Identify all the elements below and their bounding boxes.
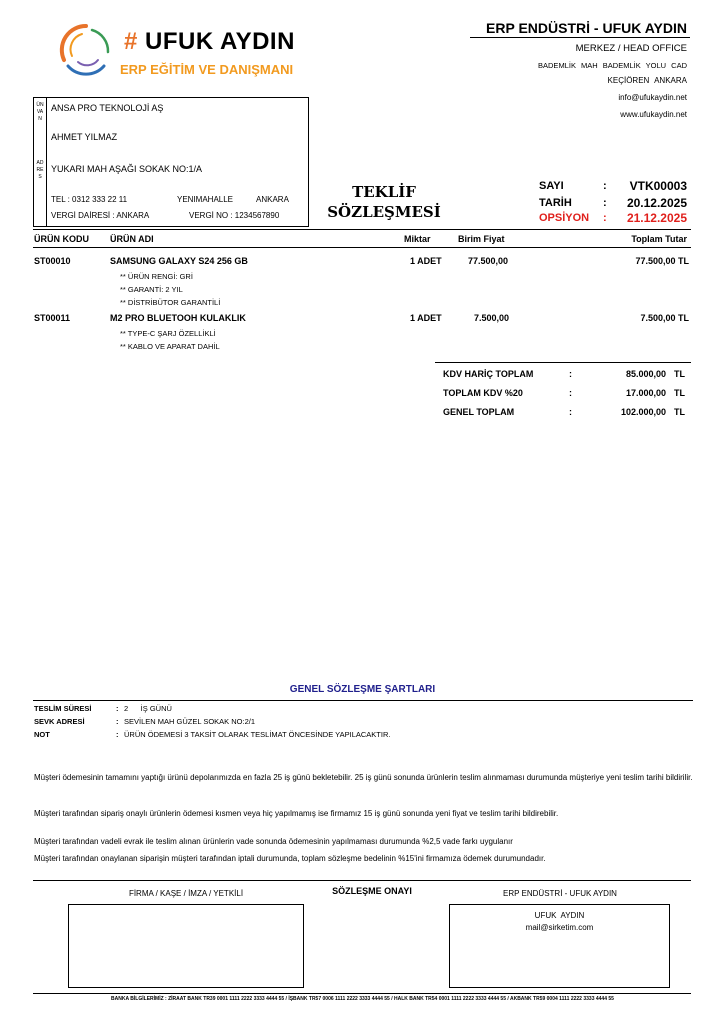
row1-name: SAMSUNG GALAXY S24 256 GB [110,256,248,266]
totals-label: TOPLAM KDV %20 [443,388,523,398]
header-price: Birim Fiyat [458,234,505,244]
company-city: KEÇİÖREN ANKARA [607,76,687,85]
company-website[interactable]: www.ufukaydin.net [620,110,687,119]
term-colon: : [116,704,119,713]
opsiyon-label: OPSİYON [539,212,590,224]
row2-total: 7.500,00 TL [640,313,689,323]
customer-district: YENIMAHALLE [177,195,234,204]
customer-box-divider [46,98,47,226]
terms-paragraph: Müşteri ödemesinin tamamını yaptığı ürünü depolarımızda en fazla 25 iş günü bekletebilir. 25 iş günü sonunda ürünlerin teslim alınmaması durumunda müşteriye yeni teslim tarihi bildirilir. [34,773,693,782]
term-label: TESLİM SÜRESİ [34,704,92,713]
totals-label: GENEL TOPLAM [443,407,515,417]
customer-tax-no: VERGİ NO : 1234567890 [189,211,280,220]
customer-address: YUKARI MAH AŞAĞI SOKAK NO:1/A [51,164,203,174]
term-colon: : [116,730,119,739]
opsiyon-colon: : [603,212,607,224]
customer-company: ANSA PRO TEKNOLOJİ AŞ [51,103,164,113]
opsiyon-value: 21.12.2025 [626,211,687,225]
totals-value: 102.000,00 [620,407,666,417]
tarih-label: TARİH [539,197,572,209]
company-divider [470,37,690,38]
signature-top-line [33,880,691,881]
document-title-line1: TEKLİF [352,183,416,201]
company-signature-box[interactable] [449,904,670,988]
customer-city: ANKARA [256,195,289,204]
row2-name: M2 PRO BLUETOOH KULAKLIK [110,313,246,323]
customer-contact: AHMET YILMAZ [51,132,118,142]
totals-colon: : [569,369,572,379]
row1-feature: ** GARANTİ: 2 YIL [120,285,183,294]
row2-feature: ** KABLO VE APARAT DAHİL [120,342,220,351]
row1-qty: 1 ADET [410,256,442,266]
totals-currency: TL [674,369,685,379]
term-value: 2 İŞ GÜNÜ [124,704,172,713]
terms-paragraph: Müşteri tarafından sipariş onaylı ürünlerin ödemesi kısmen veya hiç yapılmamış ise firmamız 15 iş günü sonunda yeni fiyat ve teslim tarihi bildirebilir. [34,809,559,818]
row1-code: ST00010 [34,256,71,266]
header-name: ÜRÜN ADI [110,234,154,244]
sayi-value: VTK00003 [629,179,687,193]
signature-left-heading: FİRMA / KAŞE / İMZA / YETKİLİ [128,889,244,898]
company-signer-email: mail@sirketim.com [525,923,594,932]
document-title [318,182,450,222]
tarih-value: 20.12.2025 [626,196,687,210]
row1-total: 77.500,00 TL [635,256,689,266]
table-top-line [33,229,691,230]
company-email[interactable]: info@ufukaydin.net [618,93,687,102]
customer-box [33,97,309,227]
row2-qty: 1 ADET [410,313,442,323]
header-code: ÜRÜN KODU [34,234,89,244]
totals-line [435,362,691,363]
sayi-label: SAYI [539,180,564,192]
header-qty: Miktar [404,234,431,244]
logo-title [124,28,295,56]
customer-phone: TEL : 0312 333 22 11 [51,195,128,204]
sayi-colon: : [603,180,607,192]
totals-value: 85.000,00 [625,369,666,379]
table-header-line [33,247,691,248]
row2-price: 7.500,00 [474,313,510,323]
logo-subtitle: ERP EĞİTİM VE DANIŞMANI [120,62,294,77]
terms-paragraph: Müşteri tarafından onaylanan siparişin müşteri tarafından iptali durumunda, toplam sözleşme bedelinin %15'ini firmamıza ödemek durumundadır. [34,854,546,863]
bank-info: BANKA BİLGİLERİMİZ : ZİRAAT BANK TR39 0001 1111 2222 3333 4444 55 / İŞBANK TR57 0006 1111 2222 3333 4444 55 / HALK BANK TR54 0001 1111 2222 3333 4444 55 / AKBANK TR59 0004 1111 2222 3333 4444 55 [111,996,614,1002]
company-logo-icon [58,22,114,78]
term-colon: : [116,717,119,726]
row1-feature: ** ÜRÜN RENGİ: GRİ [120,272,193,281]
totals-label: KDV HARİÇ TOPLAM [443,369,534,379]
unvan-vertical-label: ÜNVAN [36,102,44,122]
logo-title-text: UFUK AYDIN [145,28,295,55]
totals-value: 17.000,00 [625,388,666,398]
company-name: ERP ENDÜSTRİ - UFUK AYDIN [486,20,687,36]
totals-currency: TL [674,407,685,417]
signature-center-heading: SÖZLEŞME ONAYI [332,886,412,896]
logo-hash-icon: # [124,28,138,55]
totals-colon: : [569,388,572,398]
terms-paragraph: Müşteri tarafından vadeli evrak ile teslim alınan ürünlerin vade sonunda ödemesinin yapılmaması durumunda %2,5 vade farkı uygulanır [34,837,513,846]
company-signer-name: UFUK AYDIN [534,911,585,920]
tarih-colon: : [603,197,607,209]
document-title-line2: SÖZLEŞMESİ [327,203,441,221]
header-total: Toplam Tutar [631,234,687,244]
row1-price: 77.500,00 [468,256,509,266]
customer-signature-box[interactable] [68,904,304,988]
term-label: NOT [34,730,50,739]
adres-vertical-label: ADRES [36,160,44,180]
company-address: BADEMLİK MAH BADEMLİK YOLU CAD [538,61,687,70]
terms-title: GENEL SÖZLEŞME ŞARTLARI [289,684,436,695]
bank-line [33,993,691,994]
signature-right-heading: ERP ENDÜSTRİ - UFUK AYDIN [503,889,617,898]
totals-currency: TL [674,388,685,398]
term-value: SEVİLEN MAH GÜZEL SOKAK NO:2/1 [124,717,256,726]
row1-feature: ** DİSTRİBÜTOR GARANTİLİ [120,298,221,307]
customer-tax-office: VERGİ DAİRESİ : ANKARA [51,211,150,220]
term-label: SEVK ADRESİ [34,717,85,726]
row2-code: ST00011 [34,313,71,323]
term-value: ÜRÜN ÖDEMESİ 3 TAKSİT OLARAK TESLİMAT ÖNCESİNDE YAPILACAKTIR. [124,730,391,739]
totals-colon: : [569,407,572,417]
row2-feature: ** TYPE-C ŞARJ ÖZELLİKLİ [120,329,216,338]
terms-line [33,700,693,701]
company-office: MERKEZ / HEAD OFFICE [575,43,687,54]
